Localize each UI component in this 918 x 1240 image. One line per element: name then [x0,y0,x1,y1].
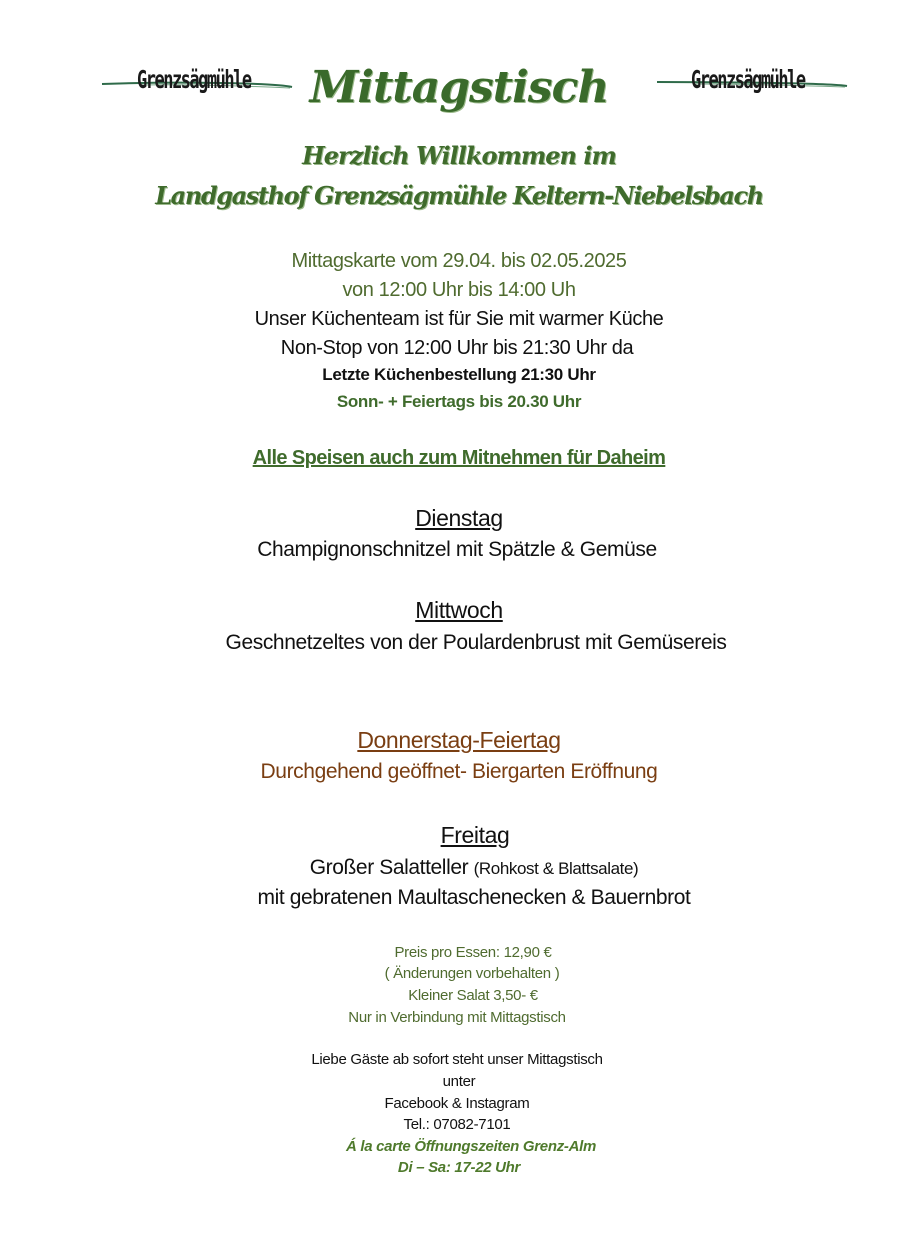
welcome-line-1: Herzlich Willkommen im [302,141,616,170]
dish-wednesday: Geschnetzeltes von der Poulardenbrust mit Gemüsereis [225,631,727,654]
dish-friday-line-1 [15,856,918,880]
dish-friday-main: Großer Salatteller [309,856,469,879]
footer-line-2: unter [442,1073,476,1090]
holiday-hours: Sonn- + Feiertags bis 20.30 Uhr [336,392,582,411]
day-wednesday: Mittwoch [415,597,503,623]
menu-hours: von 12:00 Uhr bis 14:00 Uh [342,279,576,301]
page-title: Mittagstisch [309,62,609,113]
footer-phone: Tel.: 07082-7101 [403,1116,511,1133]
dish-tuesday: Champignonschnitzel mit Spätzle & Gemüse [257,538,657,561]
footer-line-1: Liebe Gäste ab sofort steht unser Mittagstisch [311,1051,603,1068]
logo-right-text: Grenzsägmühle [691,66,805,95]
dish-thursday: Durchgehend geöffnet- Biergarten Eröffnung [260,760,658,783]
day-thursday: Donnerstag-Feiertag [357,727,561,753]
dish-friday-detail: (Rohkost & Blattsalate) [473,859,639,878]
price-line-4: Nur in Verbindung mit Mittagstisch [348,1009,566,1026]
last-order: Letzte Küchenbestellung 21:30 Uhr [322,365,596,384]
welcome-line-2: Landgasthof Grenzsägmühle Keltern-Niebelsbach [155,181,763,210]
kitchen-line-1: Unser Küchenteam ist für Sie mit warmer Küche [254,308,664,330]
alm-hours-title: Á la carte Öffnungszeiten Grenz-Alm [345,1138,597,1155]
alm-hours: Di – Sa: 17-22 Uhr [397,1159,521,1176]
logo-left-text: Grenzsägmühle [137,66,251,95]
price-line-2: ( Änderungen vorbehalten ) [384,965,560,982]
menu-period: Mittagskarte vom 29.04. bis 02.05.2025 [291,250,627,272]
takeaway-note: Alle Speisen auch zum Mitnehmen für Daheim [252,447,666,469]
dish-friday-line-2: mit gebratenen Maultaschenecken & Bauernbrot [257,886,691,909]
footer-line-3: Facebook & Instagram [384,1095,530,1112]
day-tuesday: Dienstag [415,505,503,531]
day-friday: Freitag [440,822,510,848]
price-line-1: Preis pro Essen: 12,90 € [394,944,552,961]
price-line-3: Kleiner Salat 3,50- € [408,987,538,1004]
kitchen-line-2: Non-Stop von 12:00 Uhr bis 21:30 Uhr da [280,337,634,359]
